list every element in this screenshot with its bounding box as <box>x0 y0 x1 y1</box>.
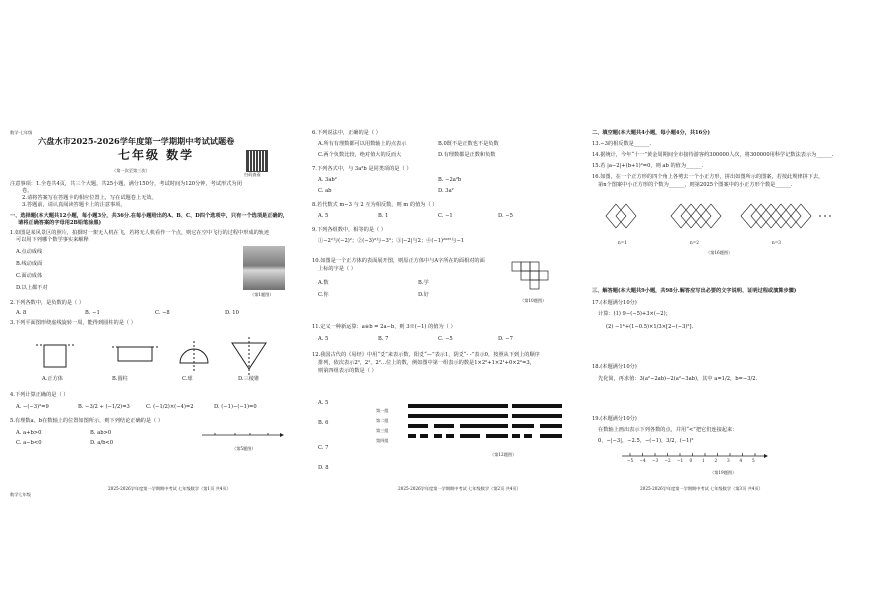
q10-option-c[interactable]: C.你 <box>318 292 329 298</box>
q6-option-d[interactable]: D.有理数都是正数和负数 <box>438 152 496 158</box>
q5-option-c[interactable]: C. a−b<0 <box>16 440 42 446</box>
q19-tick-label: 3 <box>727 458 730 463</box>
q10-cube-net <box>508 260 553 298</box>
q19-tick-label: −5 <box>627 458 634 463</box>
notice-line-1: 注意事项：1.全卷共4页，共三个大题，共25小题，满分150分，考试时间为120分钟，考试形式为闭 <box>10 181 242 187</box>
q12-label-4: 第四组 <box>376 438 389 443</box>
q5-text: 5.有理数a、b在数轴上的位置如图所示，则下列结论正确的是（ ） <box>10 418 164 424</box>
q7-option-b[interactable]: B. −2a²b <box>438 177 462 183</box>
q3-option-d[interactable]: D.三棱锥 <box>238 376 260 382</box>
q1-option-c[interactable]: C.面动成体 <box>16 273 43 279</box>
q17-part-2: (2) −1⁴+(1−0.5)×1/3×[2−(−3)²]. <box>606 324 694 330</box>
q12-text-3: 则第四组表示的数是（ ） <box>318 368 377 374</box>
q5-figure-caption: （第5题图） <box>232 446 256 451</box>
q19-tick-label: −2 <box>664 458 671 463</box>
q4-option-d[interactable]: D. (−1)−(−1)=0 <box>214 404 257 410</box>
q1-text-2: 可以用下列哪个数学事实来解释 <box>16 237 89 243</box>
q6-option-a[interactable]: A.所有有理数都可以用数轴上的点表示 <box>318 141 407 147</box>
q7-option-c[interactable]: C. ab <box>318 188 332 194</box>
q11-option-d[interactable]: D. −7 <box>498 336 513 342</box>
q11-option-b[interactable]: B. 7 <box>378 336 389 342</box>
q10-figure-caption: （第10题图） <box>520 298 547 303</box>
q9-items: ①−2²与(−2)²；②(−3)³与−3³；③|−2|与2；④(−1)²⁰²⁵与−1 <box>318 238 465 244</box>
q10-option-d[interactable]: D.好 <box>418 292 429 298</box>
q19-tick-label: 4 <box>739 458 743 463</box>
q12-text-2: 排列，依次表示2⁰，2¹，2²…位上的数，例如图中第一组表示的数是1×2⁰+1×2¹+0×2²=3， <box>318 360 535 366</box>
q4-option-b[interactable]: B. −3/2 ÷ (−1/2)=3 <box>78 404 130 410</box>
q8-option-c[interactable]: C. −1 <box>438 213 453 219</box>
q12-figure-caption: （第12题图） <box>490 452 517 457</box>
q14-text: 14.据统计，今年“十一”黄金周期间全市接待游客约300000人次，将300000用科学记数法表示为______. <box>592 152 834 158</box>
q19-tick-label: 5 <box>752 458 755 463</box>
q1-text: 1.如图是某风景区的照片，拍摄时一架无人机在飞，若将无人机看作一个点，则它在空中飞行的过程中形成的轨迹 <box>10 230 270 236</box>
q19-body: 在数轴上画出表示下列各数的点，并用“<”把它们连接起来： <box>598 427 738 433</box>
q19-figure-caption: （第19题图） <box>710 470 737 475</box>
q8-option-b[interactable]: B. 1 <box>378 213 389 219</box>
q9-text: 9.下列各组数中，相等的是（ ） <box>312 227 387 233</box>
q6-option-c[interactable]: C.两个负数比较，绝对值大的反而大 <box>318 152 402 158</box>
q19-tick-label: −4 <box>639 458 646 463</box>
q2-option-b[interactable]: B. −1 <box>85 310 100 316</box>
q4-option-a[interactable]: A. −(−3)²=9 <box>16 404 49 410</box>
notice-line-3: 2.请将答案写在答题卡的相应位置上，写在试题卷上无效。 <box>22 195 157 201</box>
q8-option-d[interactable]: D. −5 <box>498 213 513 219</box>
q2-option-c[interactable]: C. −8 <box>155 310 170 316</box>
q12-option-d[interactable]: D. 8 <box>318 465 329 471</box>
left-footer: 2025-2026学年度第一学期期中考试 七年级数学（第1页 共4页） <box>108 486 231 491</box>
q16-figure-caption: （第16题图） <box>706 250 733 255</box>
q17-heading: 17.(本题满分10分) <box>592 300 637 306</box>
q1-option-a[interactable]: A.点动成线 <box>16 249 43 255</box>
q5-number-line <box>200 425 285 445</box>
q2-text: 2.下列各数中，是负数的是（ ） <box>10 300 85 306</box>
q15-text: 15.若 |a−2|+(b+1)²=0，则 ab 的值为______. <box>592 163 704 169</box>
corner-label: 数学·七年级 <box>10 130 33 135</box>
q10-text-2: 上标的字是（ ） <box>318 266 356 272</box>
q16-pattern-figure <box>596 196 836 242</box>
section-2-heading: 二、填空题(本大题共4小题，每小题4分，共16分) <box>592 130 710 136</box>
q16-label-2: n=2 <box>690 240 699 245</box>
section-3-heading: 三、解答题(本大题共9小题，共98分.解答应写出必要的文字说明、证明过程或演算步骤) <box>592 288 797 294</box>
q5-option-d[interactable]: D. a/b<0 <box>90 440 114 446</box>
q12-text: 12.我国古代的《易经》中用“爻”来表示数，阳爻“—”表示1，阴爻“- -”表示0，按照从下到上的顺序 <box>312 352 540 358</box>
q13-text: 13.−3的相反数是______. <box>592 141 652 147</box>
q19-tick-label: −3 <box>652 458 659 463</box>
qr-caption: 扫码查看 <box>244 172 261 177</box>
section-1-heading-2: 请将正确答案的字母用2B铅笔涂黑) <box>18 220 102 226</box>
q1-photo <box>243 246 285 290</box>
q8-option-a[interactable]: A. 5 <box>318 213 329 219</box>
q3-option-c[interactable]: C.球 <box>182 376 193 382</box>
q17-part-1: 计算：(1) 9−(−5)+3×(−2)； <box>598 311 671 317</box>
q3-figure-b <box>118 347 152 361</box>
q3-option-a[interactable]: A.正方体 <box>42 376 63 382</box>
q6-option-b[interactable]: B.0既不是正数也不是负数 <box>438 141 499 147</box>
q16-text: 16.如图，在一个正方形的四个角上各剪去一个小正方形，拼出如图所示的图案，若按此规律拼下去， <box>592 174 824 180</box>
q11-text: 11.定义一种新运算：a※b = 2a−b，则 3※(−1) 的值为（ ） <box>312 324 456 330</box>
q3-figure-c <box>180 349 208 363</box>
q7-option-d[interactable]: D. 3a² <box>438 188 454 194</box>
q2-option-a[interactable]: A. 8 <box>16 310 27 316</box>
q7-option-a[interactable]: A. 3ab² <box>318 177 337 183</box>
q3-figures <box>30 333 280 381</box>
q10-option-b[interactable]: B.学 <box>418 280 429 286</box>
q16-label-1: n=1 <box>618 240 627 245</box>
q19-heading: 19.(本题满分10分) <box>592 416 637 422</box>
notice-line-2: 卷。 <box>22 188 33 194</box>
q19-tick-label: 1 <box>702 458 705 463</box>
qr-code-icon[interactable] <box>246 150 268 172</box>
notice-line-4: 3.答题前，请认真阅读答题卡上的注意事项。 <box>22 202 126 208</box>
q10-option-a[interactable]: A.数 <box>318 280 329 286</box>
q1-option-d[interactable]: D.以上都不对 <box>16 285 48 291</box>
q7-text: 7.下列各式中，与 3a²b 是同类项的是（ ） <box>312 166 412 172</box>
q10-text: 10.如图是一个正方体的表面展开图，则原正方体中与A字所在的面相对的面 <box>312 258 485 264</box>
q12-label-2: 第二组 <box>376 418 389 423</box>
q1-option-b[interactable]: B.线动成面 <box>16 261 43 267</box>
q18-heading: 18.(本题满分10分) <box>592 364 637 370</box>
left-bottom-note: 数学七年级 <box>10 492 31 497</box>
q12-option-c[interactable]: C. 7 <box>318 445 329 451</box>
q3-option-b[interactable]: B.圆柱 <box>112 376 128 382</box>
q2-option-d[interactable]: D. 10 <box>225 310 239 316</box>
q3-figure-a <box>44 345 66 367</box>
q19-tick-label: 2 <box>714 458 718 463</box>
grade-subject: 七年级 数学 <box>118 148 195 162</box>
q4-text: 4.下列计算正确的是（ ） <box>10 392 69 398</box>
q18-body: 先化简，再求值：3(a²−2ab)−2(a²−3ab)，其中 a=1/2，b=−3/2. <box>598 376 758 382</box>
q19-tick-label: 0 <box>689 458 693 463</box>
section-1-heading: 一、选择题(本大题共12小题，每小题3分，共36分.在每小题给出的A、B、C、D四个选项中，只有一个选项是正确的， <box>10 213 288 219</box>
q5-option-a[interactable]: A. a+b>0 <box>16 430 42 436</box>
q19-body-2: 0，−|−3|，−2.5，−(−1)，3/2，(−1)² <box>598 438 694 444</box>
q12-option-a[interactable]: A. 5 <box>318 400 329 406</box>
q4-option-c[interactable]: C. (−1/2)×(−4)=2 <box>146 404 194 410</box>
q11-option-c[interactable]: C. −5 <box>438 336 453 342</box>
q12-hexagram-figure <box>408 402 563 448</box>
q12-label-1: 第一组 <box>376 408 389 413</box>
q16-label-3: n=3 <box>772 240 781 245</box>
q1-figure-caption: （第1题图） <box>250 292 274 297</box>
q5-option-b[interactable]: B. ab>0 <box>90 430 112 436</box>
q19-tick-label: −1 <box>677 458 684 463</box>
q16-text-2: 第n个图案中小正方形的个数为______，则第2025个图案中的小正方形个数是______. <box>598 182 793 188</box>
right-footer: 2025-2026学年度第一学期期中考试 七年级数学（第3页 共4页） <box>640 486 763 491</box>
exam-subtitle: （第一次至第三次） <box>112 168 150 173</box>
q8-text: 8.若代数式 m−3 与 2 互为相反数，则 m 的值为（ ） <box>312 202 438 208</box>
exam-title: 六盘水市2025-2026学年度第一学期期中考试试题卷 <box>38 136 235 146</box>
middle-footer: 2025-2026学年度第一学期期中考试 七年级数学（第2页 共4页） <box>398 486 521 491</box>
q12-option-b[interactable]: B. 6 <box>318 420 329 426</box>
q11-option-a[interactable]: A. 5 <box>318 336 329 342</box>
q12-label-3: 第三组 <box>376 428 389 433</box>
q3-text: 3.下列平面图形绕虚线旋转一周，能得到圆柱的是（ ） <box>10 320 136 326</box>
q6-text: 6.下列说法中，正确的是（ ） <box>312 130 381 136</box>
